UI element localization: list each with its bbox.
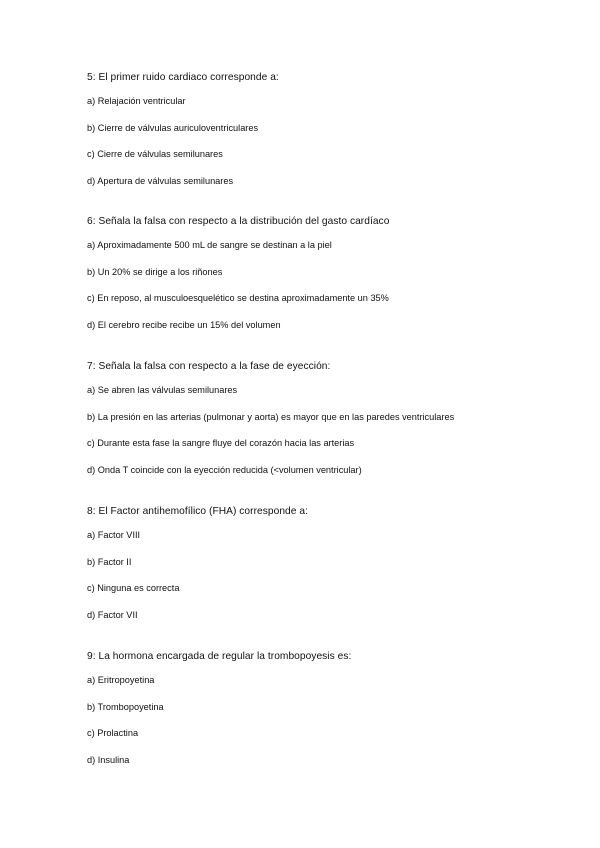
answer-option: d) Insulina	[87, 754, 130, 765]
question-9	[87, 650, 567, 766]
answer-option: c) Durante esta fase la sangre fluye del corazón hacia las arterias	[87, 438, 355, 448]
answer-option: c) Prolactina	[87, 728, 139, 738]
answer-option: c) Ninguna es correcta	[87, 583, 180, 593]
answer-option: b) Un 20% se dirige a los riñones	[87, 266, 223, 277]
question-title: 7: Señala la falsa con respecto a la fase de eyección:	[87, 361, 331, 372]
answer-option: c) Cierre de válvulas semilunares	[87, 149, 223, 159]
answer-option: c) En reposo, al musculoesquelético se destina aproximadamente un 35%	[87, 293, 389, 303]
answer-option: a) Aproximadamente 500 mL de sangre se destinan a la piel	[87, 240, 332, 250]
answer-option: b) Trombopoyetina	[87, 701, 164, 712]
answer-option: a) Factor VIII	[87, 530, 141, 540]
question-7	[87, 360, 567, 476]
question-title: 9: La hormona encargada de regular la trombopoyesis es:	[87, 651, 352, 662]
answer-option: a) Eritropoyetina	[87, 675, 155, 685]
question-6	[87, 215, 567, 331]
answer-option: a) Relajación ventricular	[87, 96, 186, 106]
answer-option: b) Cierre de válvulas auriculoventriculares	[87, 122, 259, 133]
answer-option: b) Factor II	[87, 556, 132, 567]
question-title: 6: Señala la falsa con respecto a la distribución del gasto cardíaco	[87, 216, 390, 227]
answer-option: d) Onda T coincide con la eyección reducida (<volumen ventricular)	[87, 464, 362, 475]
question-title: 8: El Factor antihemofílico (FHA) corresponde a:	[87, 506, 308, 517]
answer-option: b) La presión en las arterias (pulmonar y aorta) es mayor que en las paredes ventriculares	[87, 411, 455, 422]
answer-option: a) Se abren las válvulas semilunares	[87, 385, 238, 395]
question-5	[87, 71, 567, 187]
answer-option: d) Factor VII	[87, 609, 138, 620]
answer-option: d) Apertura de válvulas semilunares	[87, 175, 234, 186]
question-title: 5: El primer ruido cardiaco corresponde a:	[87, 72, 279, 83]
question-8	[87, 505, 567, 621]
answer-option: d) El cerebro recibe recibe un 15% del volumen	[87, 319, 281, 330]
